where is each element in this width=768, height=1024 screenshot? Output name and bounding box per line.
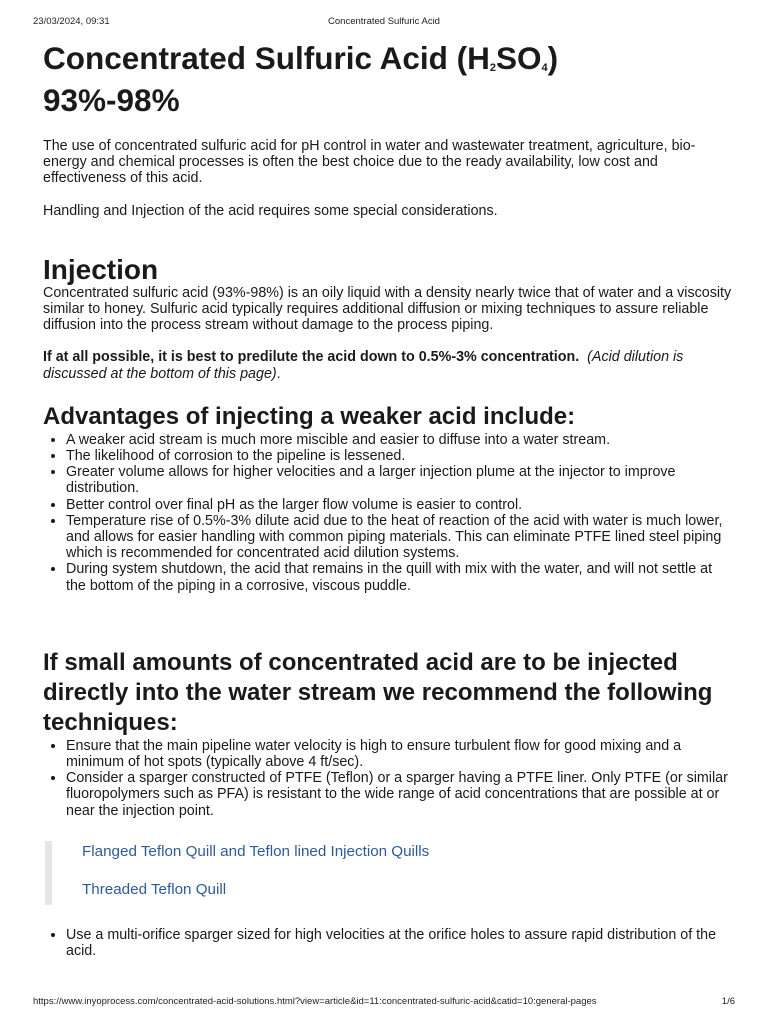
title-subscript-2: 2 <box>489 62 497 74</box>
list-item: • Consider a sparger constructed of PTFE (Teflon) or a sparger having a PTFE liner. Only PTFE (or similar fluoropolymers such as PFA) is resistant to the wide range of acid concentrations that are possible at or near the injection point. <box>66 770 733 819</box>
flanged-teflon-quill-link[interactable]: Flanged Teflon Quill and Teflon lined Injection Quills <box>82 842 430 860</box>
article-content <box>43 38 733 959</box>
injection-heading: Injection <box>43 253 159 285</box>
print-url: https://www.inyoprocess.com/concentrated-acid-solutions.html?view=article&id=11:concentrated-sulfuric-acid&catid=10:general-pages <box>33 996 597 1007</box>
techniques-heading: If small amounts of concentrated acid are to be injected directly into the water stream we recommend the following techniques: <box>43 648 713 736</box>
list-item: • Better control over final pH as the larger flow volume is easier to control. <box>66 497 733 513</box>
list-item: • Temperature rise of 0.5%-3% dilute acid due to the heat of reaction of the acid with water is much lower, and allows for easier handling with common piping materials. This can eliminate PTFE lined steel piping which is recommended for concentrated acid dilution systems. <box>66 513 733 562</box>
title-subscript-4: 4 <box>541 62 548 74</box>
list-item: • The likelihood of corrosion to the pipeline is lessened. <box>66 448 733 464</box>
predilute-period: . <box>276 365 281 382</box>
advantages-heading: Advantages of injecting a weaker acid include: <box>43 402 576 430</box>
advantages-list <box>43 432 733 594</box>
list-item: • During system shutdown, the acid that remains in the quill with mix with the water, and will not settle at the bottom of the piping in a corrosive, viscous puddle. <box>66 561 733 593</box>
predilute-bold-text: If at all possible, it is best to predilute the acid down to 0.5%-3% concentration. <box>43 349 580 366</box>
predilute-italic-note: (Acid dilution is discussed at the bottom of this page) <box>43 349 684 382</box>
list-item: • Greater volume allows for higher velocities and a larger injection plume at the injector to improve distribution. <box>66 464 733 496</box>
title-text-middle: SO <box>496 40 542 76</box>
print-page-title: Concentrated Sulfuric Acid <box>328 16 440 27</box>
predilute-paragraph <box>43 349 733 381</box>
title-concentration: 93%-98% <box>43 82 180 118</box>
print-header <box>33 16 735 30</box>
intro-paragraph: The use of concentrated sulfuric acid for pH control in water and wastewater treatment, agriculture, bio-energy and chemical processes is often the best choice due to the ready availability, low cost and effectiveness of this acid. <box>43 138 696 187</box>
list-item: • A weaker acid stream is much more miscible and easier to diffuse into a water stream. <box>66 432 733 448</box>
techniques-list-continued <box>43 927 733 959</box>
quill-links-blockquote <box>45 841 733 905</box>
list-item: • Use a multi-orifice sparger sized for high velocities at the orifice holes to assure rapid distribution of the acid. <box>66 927 733 959</box>
threaded-teflon-quill-link[interactable]: Threaded Teflon Quill <box>82 880 227 898</box>
print-footer <box>33 996 735 1010</box>
print-page-count: 1/6 <box>721 996 735 1007</box>
injection-paragraph: Concentrated sulfuric acid (93%-98%) is an oily liquid with a density nearly twice that of water and a viscosity similar to honey. Sulfuric acid typically requires additional diffusion or mixing techniques to assure reliable diffusion into the process stream without damage to the process piping. <box>43 284 732 334</box>
handling-paragraph: Handling and Injection of the acid requires some special considerations. <box>43 202 498 219</box>
list-item: • Ensure that the main pipeline water velocity is high to ensure turbulent flow for good mixing and a minimum of hot spots (typically above 4 ft/sec). <box>66 738 733 770</box>
title-text-prefix: Concentrated Sulfuric Acid (H <box>43 40 490 76</box>
print-datetime: 23/03/2024, 09:31 <box>33 16 110 27</box>
title-text-suffix: ) <box>547 40 559 76</box>
page-title <box>43 42 733 116</box>
techniques-list <box>43 738 733 819</box>
